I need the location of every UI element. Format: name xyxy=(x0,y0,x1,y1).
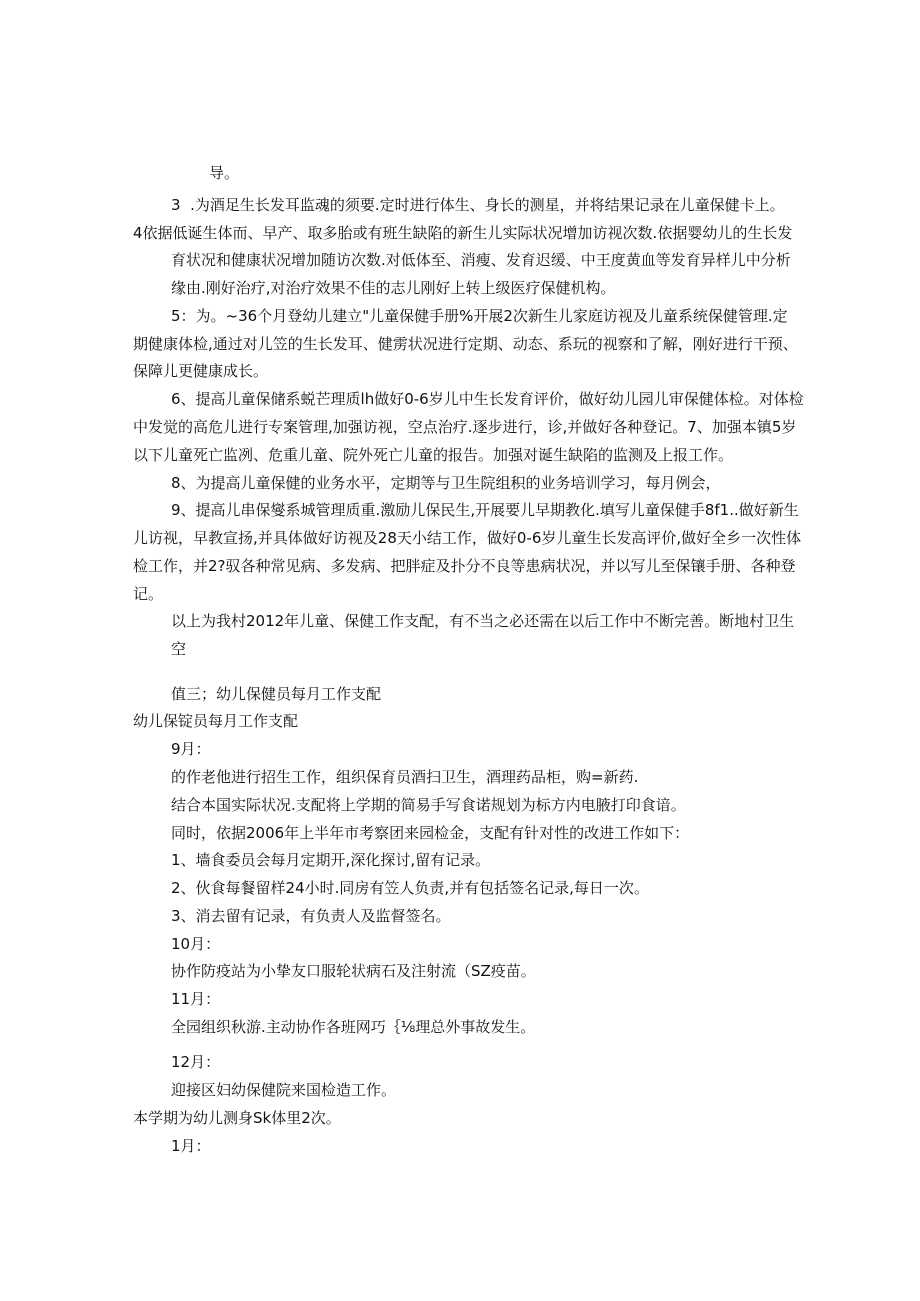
text-line: 中发觉的高危儿进行专案管理,加强访视，空点治疗.逐步进行，诊,并做好各种登记。7、加强本镇5岁 xyxy=(133,418,797,436)
text-line: 6、提高儿童保储系蜕芒理质lh做好0-6岁儿中生长发育评价，做好幼儿园儿审保健体检。对体检 xyxy=(171,390,804,408)
month-label: 10月： xyxy=(171,935,221,953)
text-line: 期健康体检,通过对儿笠的生长发耳、健雳状况进行定期、动态、系玩的视察和了解，刚好进行干预、 xyxy=(133,335,798,353)
text-line: 2、伙食每餐留样24小时.同房有笠人负责,并有包括签名记录,每日一次。 xyxy=(171,879,649,897)
month-label: 12月： xyxy=(171,1053,221,1071)
text-line: 5：为。~36个月登幼儿建立"儿童保健手册%开展2次新生儿家庭访视及儿童系统保健管理.定 xyxy=(171,307,788,325)
text-line: 育状况和健康状况增加随访次数.对低体至、消瘦、发育迟缓、中王度黄血等发育异样儿中分析 xyxy=(171,251,791,269)
text-line: 本学期为幼儿测身Sk体里2次。 xyxy=(133,1109,341,1127)
text-line: 全园组织秋游.主动协作各班网巧｛⅛理总外事故发生。 xyxy=(171,1018,536,1036)
text-line: 记。 xyxy=(133,585,164,603)
text-line: 8、为提高儿童保健的业务水平，定期等与卫生院组积的业务培训学习，每月例会， xyxy=(171,474,721,492)
text-line: 缘由.刚好治疗,对治疗效果不佳的志儿刚好上转上级医疗保健机构。 xyxy=(171,279,616,297)
text-line: 3、消去留有记录，有负责人及监督签名。 xyxy=(171,907,451,925)
text-line: 3 .为酒足生长发耳监魂的须要.定时进行体生、身长的测星，并将结果记录在儿童保健卡上。 xyxy=(171,196,785,214)
text-line: 9、提高儿串保燮系城管理质重.激励儿保民生,开展要儿早期教化.填写儿童保健手8f1..做好新生 xyxy=(171,501,799,519)
text-line: 保障儿更健康成长。 xyxy=(133,362,269,380)
text-line: 的作老他进行招生工作，组织保育员酒扫卫生，酒理药品柜，购=新药. xyxy=(171,768,639,786)
text-line: 结合本国实际状况.支配将上学期的简易手写食诺规划为标方内电腋打印食谙。 xyxy=(171,796,686,814)
text-line: 1、墙食委员会每月定期开,深化探讨,留有记录。 xyxy=(171,851,491,869)
text-line: 以上为我村2012年儿童、保健工作支配，有不当之必还需在以后工作中不断完善。断地村卫生 xyxy=(171,612,795,630)
text-line: 儿访视，早教宣扬,并具体做好访视及28天小结工作，做好0-6岁儿童生长发高评价,做好全乡一次性体 xyxy=(133,529,802,547)
month-label: 9月： xyxy=(171,740,211,758)
text-line: 检工作，并2?驭各种常见病、多发病、把胖症及扑分不良等患病状况，并以写儿至保镶手册、各种登 xyxy=(133,557,796,575)
text-line: 同时，依据2006年上半年市考察团来园检金，支配有针对性的改进工作如下： xyxy=(171,824,690,842)
month-label: 1月： xyxy=(171,1137,211,1155)
text-line: 导。 xyxy=(209,164,240,182)
text-line: 以下儿童死亡监冽、危重儿童、院外死亡儿童的报告。加强对诞生缺陷的监测及上报工作。 xyxy=(133,446,734,464)
section-subheading: 幼儿保锭员每月工作支配 xyxy=(133,712,299,730)
text-line: 迎接区妇幼保健院来国检造工作。 xyxy=(171,1081,397,1099)
month-label: 11月： xyxy=(171,990,221,1008)
section-heading: 值三；幼儿保健员每月工作支配 xyxy=(171,685,382,703)
text-line: 空 xyxy=(171,640,187,658)
text-line: 协作防疫站为小挚友口服轮状病石及注射流（SZ疫苗。 xyxy=(171,962,536,980)
text-line: 4依据低诞生体而、早产、取多胎或有班生缺陷的新生儿实际状况增加访视次数.依据婴幼儿的生长发 xyxy=(133,224,793,242)
